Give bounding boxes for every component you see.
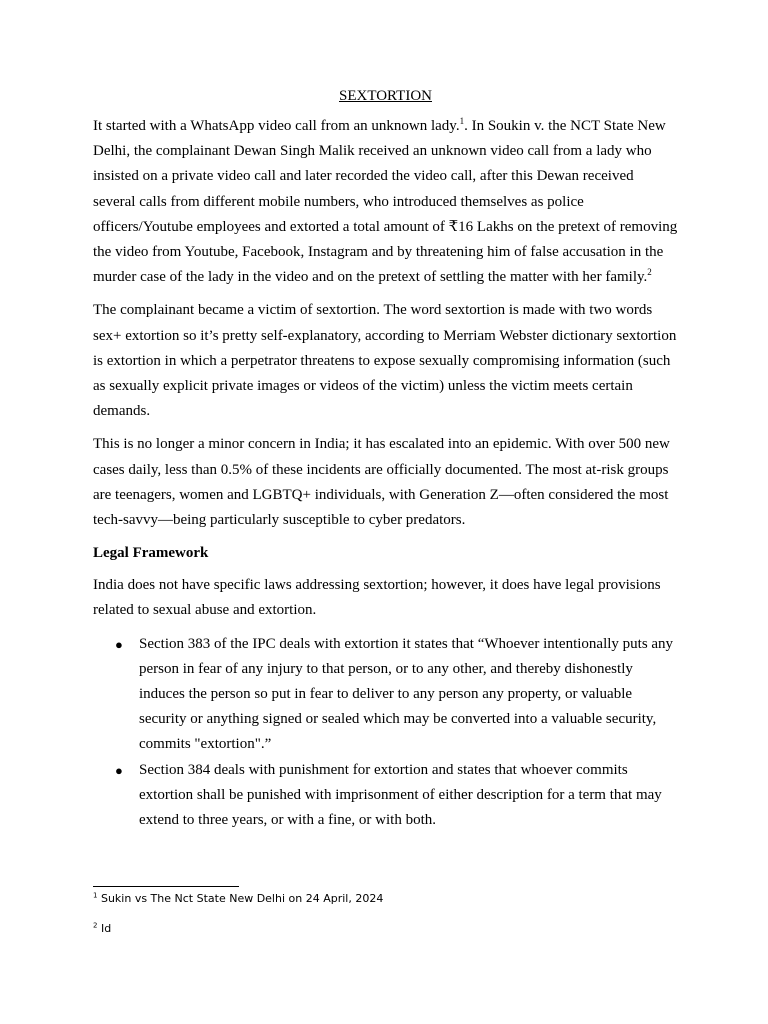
list-item — [93, 758, 678, 834]
bullet-icon: ● — [115, 636, 123, 652]
footnote-number: 1 — [93, 891, 98, 900]
footnote-number: 2 — [93, 921, 98, 930]
footnote-text: Sukin vs The Nct State New Delhi on 24 April, 2024 — [100, 892, 384, 905]
footnote-ref-1[interactable]: 1 — [459, 116, 465, 126]
paragraph-legal-intro: India does not have specific laws addressing sextortion; however, it does have legal provisions related to sexual abuse and extortion. — [93, 577, 661, 619]
document-title: SEXTORTION — [339, 88, 432, 104]
intro-text-b: . In Soukin v. the NCT State New Delhi, the complainant Dewan Singh Malik received an unknown video call from a lady who insisted on a private video call and later recorded the video call, after this Dewan received several calls from different mobile numbers, who introduced themselves as police officers/Youtube employees and extorted a total amount of ₹16 Lakhs on the pretext of removing the video from Youtube, Facebook, Instagram and by threatening him of false accusation in the murder case of the lady in the video and on the pretext of settling the matter with her family. — [93, 118, 678, 286]
bullet-icon: ● — [115, 762, 123, 778]
footnote-text: Id — [100, 922, 112, 935]
footnote-1 — [93, 892, 383, 906]
heading-legal-framework: Legal Framework — [93, 545, 209, 562]
footnote-separator — [93, 886, 239, 887]
list-item-text: Section 384 deals with punishment for extortion and states that whoever commits extortion shall be punished with imprisonment of either description for a term that may extend to three years, or with a fine, or with both. — [139, 761, 662, 829]
paragraph-definition: The complainant became a victim of sextortion. The word sextortion is made with two words sex+ extortion so it’s pretty self-explanatory, according to Merriam Webster dictionary sextortion is extortion in which a perpetrator threatens to expose sexually compromising information (such as sexually explicit private images or videos of the victim) unless the victim meets certain demands. — [93, 302, 677, 420]
paragraph-intro — [93, 114, 678, 290]
footnote-2 — [93, 922, 111, 936]
paragraph-epidemic: This is no longer a minor concern in India; it has escalated into an epidemic. With over 500 new cases daily, less than 0.5% of these incidents are officially documented. The most at-risk groups are teenagers, women and LGBTQ+ individuals, with Generation Z—often considered the most tech-savvy—being particularly susceptible to cyber predators. — [93, 436, 670, 529]
document-body — [93, 86, 678, 833]
legal-provisions-list — [93, 632, 678, 834]
intro-text-a: It started with a WhatsApp video call from an unknown lady. — [93, 118, 460, 134]
footnote-ref-2[interactable]: 2 — [647, 267, 652, 278]
list-item-text: Section 383 of the IPC deals with extortion it states that “Whoever intentionally puts any person in fear of any injury to that person, or to any other, and thereby dishonestly induces the person so put in fear to deliver to any person any property, or valuable security or anything signed or sealed which may be converted into a valuable security, commits "extortion".” — [139, 635, 674, 753]
list-item — [93, 632, 678, 758]
